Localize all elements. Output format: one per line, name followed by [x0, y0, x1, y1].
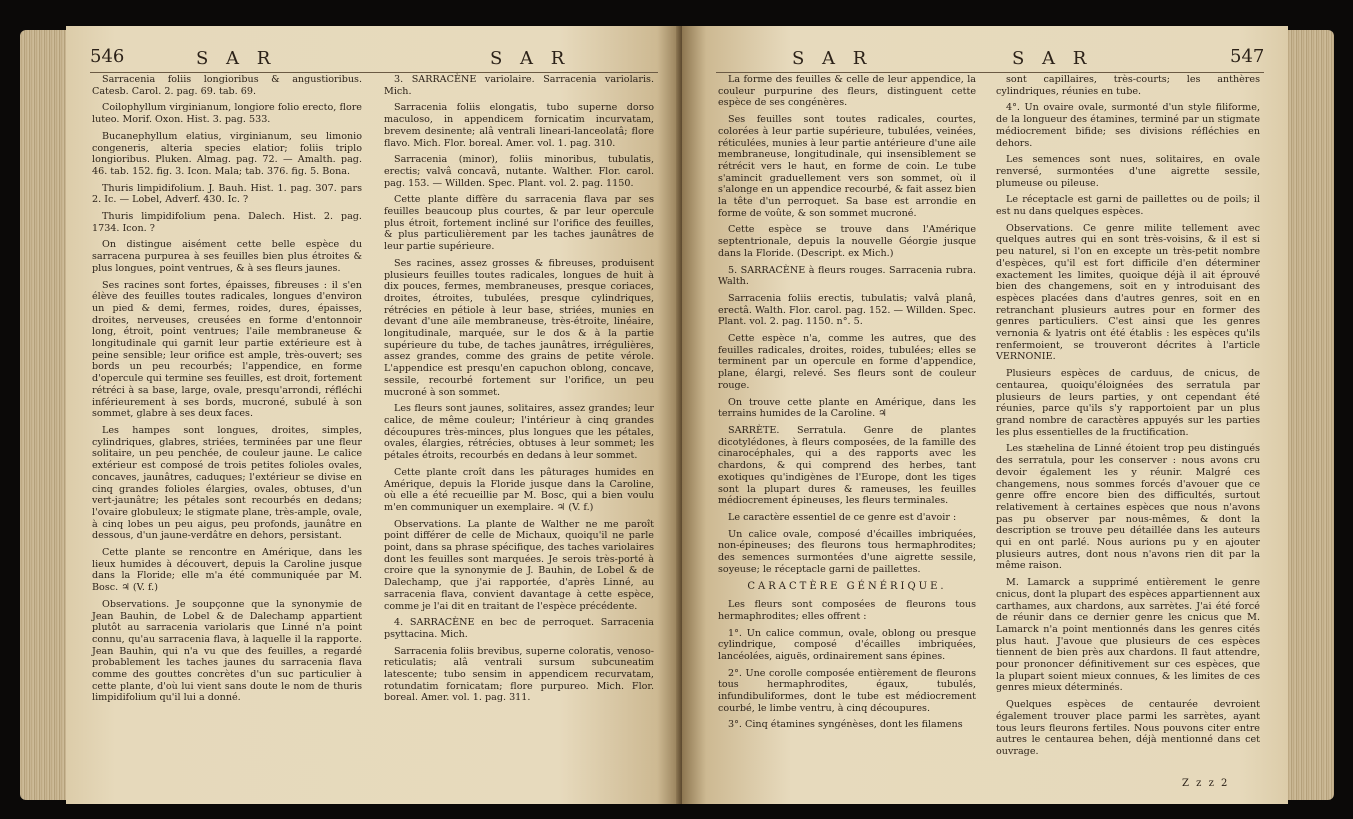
paragraph: Un calice ovale, composé d'écailles imbriquées, non-épineuses; des fleurons tous hermaphrodites; des semences surmontées d'une aigrette sessile, soyeuse; le réceptacle garni de paillettes. [718, 528, 976, 575]
paragraph: Les fleurs sont composées de fleurons tous hermaphrodites; elles offrent : [718, 599, 976, 622]
paragraph: Ses racines sont fortes, épaisses, fibreuses : il s'en élève des feuilles toutes radicales, longues d'environ un pied & demi, fermes, roides, dures, épaisses, droites, nerveuses, creusées en forme d'entonnoir long, étroit, point ventrues; l'aile membraneuse & longitudinale qui garnit leur partie extérieure est à peine sensible; leur orifice est ample, très-ouvert; ses bords un peu recourbés; l'appendice, en forme d'opercule qui termine ses feuilles, est droit, fortement rétréci à sa base, large, ovale, presqu'arrondi, réfléchi inférieurement à ses bords, mucroné, subulé à son sommet, glabre à ses deux faces. [92, 279, 362, 420]
paragraph: Ses racines, assez grosses & fibreuses, produisent plusieurs feuilles toutes radicales, longues de huit à dix pouces, fermes, membraneuses, presque coriaces, droites, étroites, tubulées, presque cylindriques, rétrécies en pétiole à leur base, striées, munies en devant d'une aile membraneuse, très-étroite, linéaire, longitudinale, marquée, sur le dos & à la partie supérieure du tube, de taches jaunâtres, irrégulières, assez grandes, comme des grains de petite vérole. L'appendice est presqu'en capuchon oblong, concave, sessile, recourbé fortement sur l'orifice, un peu mucroné à son sommet. [384, 257, 654, 398]
right-running-head-col1: S A R [792, 48, 873, 69]
left-head-rule [90, 72, 658, 73]
left-column-1 [92, 74, 362, 709]
paragraph: On trouve cette plante en Amérique, dans les terrains humides de la Caroline. ♃ [718, 396, 976, 420]
paragraph: Sarracenia foliis elongatis, tubo superne dorso maculoso, in appendicem fornicatim incurvatam, brevem desinente; alâ ventrali lineari-lanceolatâ; flore flavo. Mich. Flor. boreal. Amer. vol. 1. pag. 310. [384, 102, 654, 149]
paragraph: 1°. Un calice commun, ovale, oblong ou presque cylindrique, composé d'écailles imbriquées, lancéolées, aiguës, ordinairement sans épines. [718, 627, 976, 662]
paragraph: Le réceptacle est garni de paillettes ou de poils; il est nu dans quelques espèces. [996, 194, 1260, 218]
right-running-head-col2: S A R [1012, 48, 1093, 69]
paragraph: Thuris limpidifolium pena. Dalech. Hist. 2. pag. 1734. Icon. ? [92, 211, 362, 234]
right-column-2 [996, 74, 1260, 763]
left-page [66, 26, 682, 804]
paragraph: Quelques espèces de centaurée devroient également trouver place parmi les sarrètes, ayant tous leurs fleurons fertiles. Nous pouvons citer entre autres le centaurea behen, déjà mentionné dans cet ouvrage. [996, 699, 1260, 757]
paragraph: Sarracenia foliis longioribus & angustioribus. Catesb. Carol. 2. pag. 69. tab. 69. [92, 74, 362, 97]
paragraph: 4. SARRACÈNE en bec de perroquet. Sarracenia psyttacina. Mich. [384, 617, 654, 640]
right-page [682, 26, 1288, 804]
paragraph: 2°. Une corolle composée entièrement de fleurons tous hermaphrodites, égaux, tubulés, infundibuliformes, dont le tube est médiocrement courbé, le limbe ventru, à cinq découpures. [718, 667, 976, 714]
paragraph: Observations. Je soupçonne que la synonymie de Jean Bauhin, de Lobel & de Dalechamp appartient plutôt au sarracenia variolaris que Linné n'a point connu, qu'au sarracenia flava, à laquelle il la rapporte. Jean Bauhin, qui n'a vu que des feuilles, a regardé probablement les taches jaunes du sarracenia flava comme des gouttes concrètes d'un suc particulier à cette plante, d'où lui vient sans doute le nom de thuris limpidifolium qu'il lui a donné. [92, 598, 362, 704]
right-folio: 547 [1230, 46, 1265, 67]
paragraph: 4°. Un ovaire ovale, surmonté d'un style filiforme, de la longueur des étamines, terminé par un stigmate médiocrement bifide; ses divisions réfléchies en dehors. [996, 102, 1260, 149]
paragraph: Ses feuilles sont toutes radicales, courtes, colorées à leur partie supérieure, tubulées, veinées, réticulées, munies à leur partie antérieure d'une aile membraneuse, longitudinale, qui insensiblement se rétrécit vers le haut, en forme de coin. Le tube s'amincit graduellement vers son sommet, où il s'alonge en un appendice recourbé, & fait assez bien la tête d'un perroquet. Sa base est arrondie en forme de voûte, & son sommet mucroné. [718, 114, 976, 219]
paragraph: Thuris limpidifolium. J. Bauh. Hist. 1. pag. 307. pars 2. Ic. — Lobel, Adverf. 430. Ic. ? [92, 182, 362, 206]
left-folio: 546 [90, 46, 125, 67]
paragraph: La forme des feuilles & celle de leur appendice, la couleur purpurine des fleurs, distinguent cette espèce de ses congénères. [718, 74, 976, 109]
paragraph: Coilophyllum virginianum, longiore folio erecto, flore luteo. Morif. Oxon. Hist. 3. pag. 533. [92, 102, 362, 126]
paragraph: Plusieurs espèces de carduus, de cnicus, de centaurea, quoiqu'éloignées des serratula par plusieurs de leurs parties, y ont cependant été réunies, parce qu'ils s'y rapportoient par un plus grand nombre de caractères appuyés sur les parties les plus essentielles de la fructification. [996, 368, 1260, 438]
paragraph: Sarracenia (minor), foliis minoribus, tubulatis, erectis; valvâ concavâ, nutante. Walther. Flor. carol. pag. 153. — Willden. Spec. Plant. vol. 2. pag. 1150. [384, 154, 654, 189]
paragraph: On distingue aisément cette belle espèce du sarracena purpurea à ses feuilles bien plus étroites & plus longues, point ventrues, & à ses fleurs jaunes. [92, 239, 362, 274]
paragraph: M. Lamarck a supprimé entièrement le genre cnicus, dont la plupart des espèces appartiennent aux carthames, aux chardons, aux sarrètes. J'ai été forcé de réunir dans ce dernier genre les cnicus que M. Lamarck n'a point mentionnés dans les genres cités plus haut. J'avoue que plusieurs de ces espèces tiennent de bien près aux chardons. Il faut attendre, pour prononcer définitivement sur ces espèces, que la plupart soient mieux connues, & les limites de ces genres mieux déterminés. [996, 577, 1260, 694]
left-page-edges [20, 30, 72, 800]
paragraph: Cette espèce se trouve dans l'Amérique septentrionale, depuis la nouvelle Géorgie jusque dans la Floride. (Descript. ex Mich.) [718, 224, 976, 259]
paragraph: Cette plante se rencontre en Amérique, dans les lieux humides à découvert, depuis la Caroline jusque dans la Floride; elle m'a été communiquée par M. Bosc. ♃ (V. f.) [92, 547, 362, 594]
right-column-1 [718, 74, 976, 736]
paragraph: 5. SARRACÈNE à fleurs rouges. Sarracenia rubra. Walth. [718, 264, 976, 288]
paragraph: Sarracenia foliis brevibus, superne coloratis, venoso-reticulatis; alâ ventrali sursum subcuneatim latescente; tubo sensim in appendicem recurvatam, rotundatim fornicatam; flore purpureo. Mich. Flor. boreal. Amer. vol. 1. pag. 311. [384, 645, 654, 704]
left-running-head-col1: S A R [196, 48, 277, 69]
paragraph: 3. SARRACÈNE variolaire. Sarracenia variolaris. Mich. [384, 74, 654, 97]
paragraph: 3°. Cinq étamines syngénèses, dont les filamens [728, 719, 963, 731]
paragraph: Cette plante croît dans les pâturages humides en Amérique, depuis la Floride jusque dans la Caroline, où elle a été recueillie par M. Bosc, qui a bien voulu m'en communiquer un exemplaire. ♃ (V. f.) [384, 466, 654, 513]
paragraph: Cette plante diffère du sarracenia flava par ses feuilles beaucoup plus courtes, & par leur opercule plus étroit, fortement incliné sur l'orifice des feuilles, & plus particulièrement par les taches jaunâtres de leur partie supérieure. [384, 194, 654, 253]
paragraph: Les semences sont nues, solitaires, en ovale renversé, surmontées d'une aigrette sessile, plumeuse ou pileuse. [996, 154, 1260, 189]
catchword: Z z z 2 [1182, 778, 1230, 789]
paragraph: Observations. Ce genre milite tellement avec quelques autres qui en sont très-voisins, & il est si peu naturel, si l'on en excepte un très-petit nombre d'espèces, qu'il est fort difficile d'en déterminer exactement les limites, quoique déjà il ait éprouvé bien des changemens, soit en y introduisant des espèces placées dans d'autres genres, soit en en retranchant plusieurs autres pour en former des genres particuliers. C'est ainsi que les genres vernonia & lyatris ont été établis : les espèces qu'ils renfermoient, se trouveront décrites à l'article VERNONIE. [996, 222, 1260, 363]
paragraph: Observations. La plante de Walther ne me paroît point différer de celle de Michaux, quoiqu'il ne parle point, dans sa phrase spécifique, des taches variolaires dont les feuilles sont marquées. Je serois très-porté à croire que la synonymie de J. Bauhin, de Lobel & de Dalechamp, que j'ai rapportée, d'après Linné, au sarracenia flava, convient davantage à cette espèce, comme je l'ai dit en traitant de l'espèce précédente. [384, 518, 654, 612]
paragraph: Le caractère essentiel de ce genre est d'avoir : [728, 511, 957, 523]
paragraph: Cette espèce n'a, comme les autres, que des feuilles radicales, droites, roides, tubulées; elles se terminent par un opercule en forme d'appendice, plane, élargi, relevé. Ses fleurs sont de couleur rouge. [718, 333, 976, 391]
paragraph: sont capillaires, très-courts; les anthères cylindriques, réunies en tube. [996, 74, 1260, 97]
left-running-head-col2: S A R [490, 48, 571, 69]
section-heading: CARACTÈRE GÉNÉRIQUE. [747, 581, 947, 593]
paragraph: Les stæhelina de Linné étoient trop peu distingués des serratula, pour les conserver : nous avons cru devoir également les y réunir. Malgré ces changemens, nous sommes forcés d'avouer que ce genre offre encore bien des difficultés, surtout relativement à certaines espèces que nous n'avons pas pu observer par nous-mêmes, & dont la description se trouve peu détaillée dans les auteurs qui en ont parlé. Nous aurions pu y en ajouter plusieurs autres, dont nous n'avons rien dit par la même raison. [996, 443, 1260, 572]
paragraph: SARRÈTE. Serratula. Genre de plantes dicotylédones, à fleurs composées, de la famille des cinarocéphales, qui a des rapports avec les chardons, & qui comprend des herbes, tant exotiques qu'indigènes de l'Europe, dont les tiges sont la plupart dures & rameuses, les feuilles médiocrement épineuses, les fleurs terminales. [718, 424, 976, 507]
left-column-2 [384, 74, 654, 709]
paragraph: Bucanephyllum elatius, virginianum, seu limonio congeneris, alteria species elatior; foliis triplo longioribus. Pluken. Almag. pag. 72. — Amalth. pag. 46. tab. 152. fig. 3. Icon. Mala; tab. 376. fig. 5. Bona. [92, 130, 362, 177]
paragraph: Les fleurs sont jaunes, solitaires, assez grandes; leur calice, de même couleur; l'intérieur à cinq grandes découpures très-minces, plus longues que les pétales, ovales, élargies, rétrécies, obtuses à leur sommet; les pétales étroits, recourbés en dedans à leur sommet. [384, 403, 654, 462]
paragraph: Les hampes sont longues, droites, simples, cylindriques, glabres, striées, terminées par une fleur solitaire, un peu penchée, de couleur jaune. Le calice extérieur est composé de trois petites folioles ovales, concaves, jaunâtres, caduques; l'extérieur se divise en cinq grandes folioles élargies, ovales, obtuses, d'un vert-jaunâtre; les pétales sont recourbés en dedans; l'ovaire globuleux; le stigmate plane, très-ample, ovale, à cinq lobes un peu aigus, peu profonds, jaunâtre en dessous, d'un jaune-verdâtre en dehors, persistant. [92, 424, 362, 542]
right-head-rule [716, 72, 1264, 73]
paragraph: Sarracenia foliis erectis, tubulatis; valvâ planâ, erectâ. Walth. Flor. carol. pag. 152. — Willden. Spec. Plant. vol. 2. pag. 1150. n°. 5. [718, 292, 976, 328]
right-page-edges [1282, 30, 1334, 800]
